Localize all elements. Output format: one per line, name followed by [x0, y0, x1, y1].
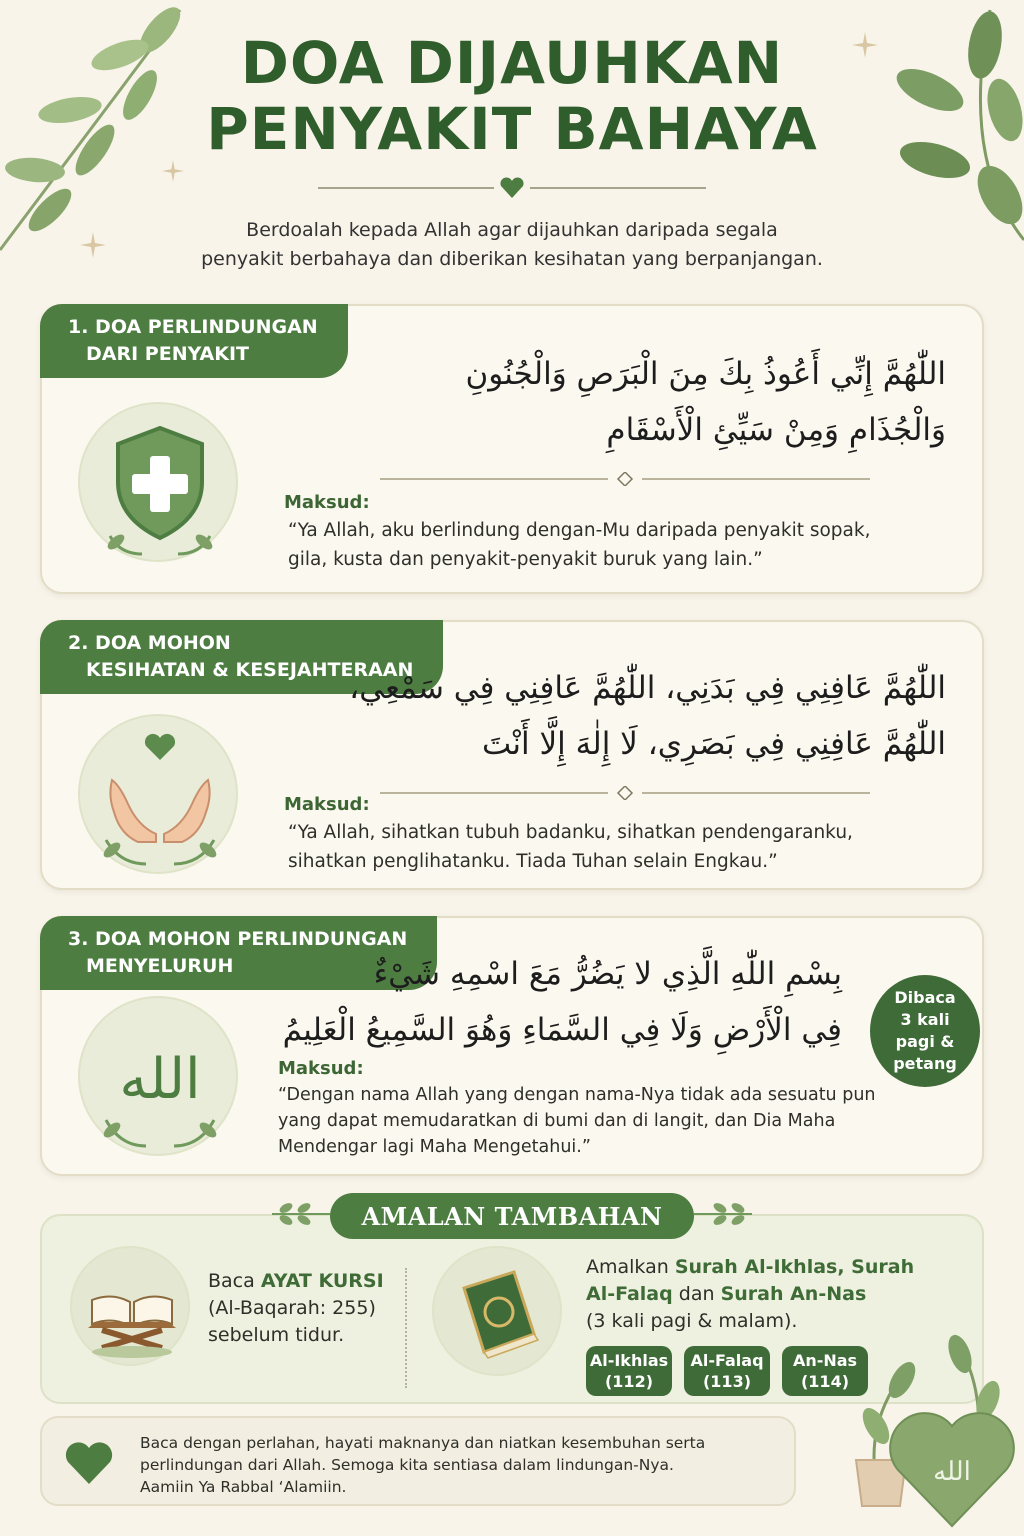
open-quran-on-stand-icon — [72, 1248, 192, 1368]
icon-circle — [78, 996, 238, 1156]
tab-line-2: DARI PENYAKIT — [86, 343, 249, 365]
arabic-line-2: وَالْجُذَامِ وَمِنْ سَيِّئِ الْأَسْقَامِ — [606, 412, 946, 448]
closed-quran-book-icon — [434, 1248, 564, 1378]
doa-card-1 — [40, 304, 984, 594]
maksud-line-1: “Ya Allah, sihatkan tubuh badanku, sihatkan pendengaranku, — [288, 822, 853, 843]
ayat-kursi-text — [208, 1268, 398, 1349]
maksud-line-1: “Ya Allah, aku berlindung dengan-Mu daripada penyakit sopak, — [288, 520, 871, 541]
section-tab-1 — [40, 304, 348, 378]
intro-text — [0, 216, 1024, 274]
maksud-line-3: Mendengar lagi Maha Mengetahui.” — [278, 1137, 591, 1157]
title-line-2: PENYAKIT BAHAYA — [206, 95, 818, 163]
surah-text — [586, 1254, 966, 1335]
heart-icon — [64, 1440, 114, 1486]
maksud-line-1: “Dengan nama Allah yang dengan nama-Nya tidak ada sesuatu pun — [278, 1085, 876, 1105]
footer-line-3: Aamiin Ya Rabbal ‘Alamiin. — [140, 1478, 347, 1496]
pill-name: An-Nas — [792, 1351, 858, 1370]
icon-circle — [78, 714, 238, 874]
heart-calligraphy-text: الله — [933, 1457, 971, 1487]
footer-line-2: perlindungan dari Allah. Semoga kita sentiasa dalam lindungan-Nya. — [140, 1456, 674, 1474]
arabic-doa-text — [326, 346, 946, 458]
doa-card-3 — [40, 916, 984, 1176]
maksud-text — [288, 818, 853, 876]
surah-pre: Amalkan — [586, 1256, 675, 1278]
surah-note: (3 kali pagi & malam). — [586, 1310, 798, 1332]
arabic-line-2: فِي الْأَرْضِ وَلَا فِي السَّمَاءِ وَهُوَ السَّمِيعُ الْعَلِيمُ — [282, 1012, 842, 1048]
ornament-divider-icon — [380, 786, 870, 800]
footer-line-1: Baca dengan perlahan, hayati maknanya dan niatkan kesembuhan serta — [140, 1434, 706, 1452]
badge-line-4: petang — [893, 1054, 957, 1073]
maksud-text — [288, 516, 870, 574]
icon-circle — [70, 1246, 190, 1366]
ayat-kursi-bold: AYAT KURSI — [260, 1270, 384, 1292]
maksud-line-2: gila, kusta dan penyakit-penyakit buruk yang lain.” — [288, 549, 763, 570]
maksud-label: Maksud: — [278, 1058, 364, 1079]
ayat-kursi-pre: Baca — [208, 1270, 261, 1292]
amalan-header: AMALAN TAMBAHAN — [330, 1193, 694, 1239]
ayat-kursi-note: sebelum tidur. — [208, 1324, 345, 1346]
maksud-label: Maksud: — [284, 794, 370, 815]
arabic-line-1: بِسْمِ اللّٰهِ الَّذِي لا يَضُرُّ مَعَ اسْمِهِ شَيْءٌ — [373, 956, 842, 992]
tab-line-2: MENYELURUH — [86, 955, 234, 977]
surah-bold-1: Surah Al-Ikhlas, Surah — [674, 1256, 915, 1278]
tab-line-1: 1. DOA PERLINDUNGAN — [68, 316, 318, 338]
pill-number: (112) — [604, 1372, 654, 1391]
surah-pill-falaq — [684, 1346, 770, 1396]
doa-card-2 — [40, 620, 984, 890]
surah-bold-2: Al-Falaq — [586, 1283, 673, 1305]
pill-number: (114) — [800, 1372, 850, 1391]
arabic-line-2: اللّٰهُمَّ عَافِنِي فِي بَصَرِي، لَا إِلٰهَ إِلَّا أَنْتَ — [481, 726, 946, 762]
page-title — [0, 30, 1024, 162]
praying-hands-heart-icon — [80, 716, 240, 876]
intro-line-2: penyakit berbahaya dan diberikan kesihatan yang berpanjangan. — [201, 248, 823, 270]
maksud-text — [278, 1082, 876, 1160]
arabic-line-1: اللّٰهُمَّ عَافِنِي فِي بَدَنِي، اللّٰهُمَّ عَافِنِي فِي سَمْعِي، — [349, 670, 946, 706]
tab-line-1: 3. DOA MOHON PERLINDUNGAN — [68, 928, 408, 950]
leaf-sprig-icon — [272, 1200, 330, 1228]
arabic-line-1: اللّٰهُمَّ إِنِّي أَعُوذُ بِكَ مِنَ الْبَرَصِ وَالْجُنُونِ — [465, 356, 946, 392]
allah-calligraphy-icon — [80, 998, 240, 1158]
heart-plant-pot-icon — [836, 1330, 1024, 1536]
heart-divider-icon — [318, 176, 706, 200]
leaf-sprig-icon — [694, 1200, 752, 1228]
arabic-doa-text — [306, 660, 946, 772]
icon-circle — [78, 402, 238, 562]
ayat-kursi-ref: (Al-Baqarah: 255) — [208, 1297, 376, 1319]
recitation-badge — [870, 975, 980, 1087]
pill-name: Al-Falaq — [690, 1351, 764, 1370]
icon-circle — [432, 1246, 562, 1376]
vertical-separator — [405, 1268, 407, 1388]
maksud-line-2: yang dapat memudaratkan di bumi dan di langit, dan Dia Maha — [278, 1111, 836, 1131]
sparkle-icon — [162, 160, 184, 182]
intro-line-1: Berdoalah kepada Allah agar dijauhkan daripada segala — [246, 219, 778, 241]
footer-note — [40, 1416, 796, 1506]
badge-line-2: 3 kali — [900, 1010, 950, 1029]
surah-pill-ikhlas — [586, 1346, 672, 1396]
surah-mid: dan — [672, 1283, 721, 1305]
title-line-1: DOA DIJAUHKAN — [240, 29, 784, 97]
maksud-line-2: sihatkan penglihatanku. Tiada Tuhan selain Engkau.” — [288, 851, 778, 872]
pill-number: (113) — [702, 1372, 752, 1391]
tab-line-2: KESIHATAN & KESEJAHTERAAN — [86, 659, 414, 681]
badge-line-1: Dibaca — [894, 988, 956, 1007]
allah-calligraphy-text: الله — [119, 1047, 201, 1112]
ornament-divider-icon — [380, 472, 870, 486]
badge-line-3: pagi & — [895, 1032, 955, 1051]
shield-plus-icon — [80, 404, 240, 564]
tab-line-1: 2. DOA MOHON — [68, 632, 231, 654]
maksud-label: Maksud: — [284, 492, 370, 513]
footer-text — [140, 1432, 780, 1498]
pill-name: Al-Ikhlas — [589, 1351, 669, 1370]
arabic-doa-text — [262, 946, 842, 1058]
surah-bold-3: Surah An-Nas — [720, 1283, 867, 1305]
